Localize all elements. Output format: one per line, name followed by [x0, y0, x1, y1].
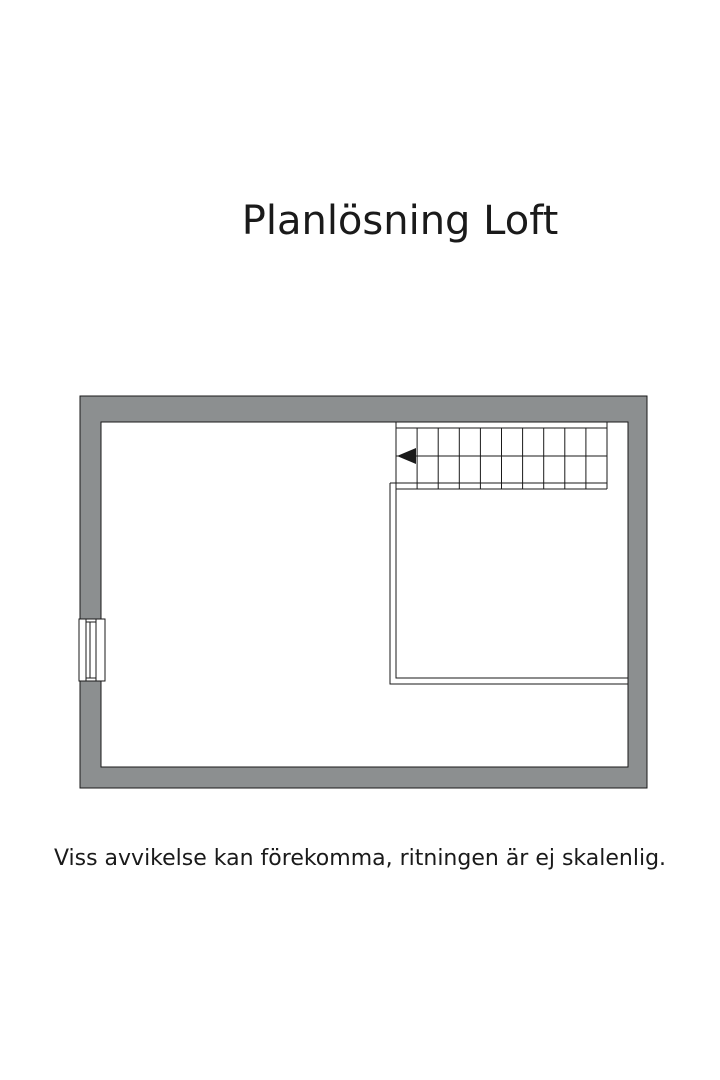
exterior-walls [80, 396, 647, 788]
disclaimer-text: Viss avvikelse kan förekomma, ritningen är ej skalenlig. [53, 846, 667, 871]
page-title: Planlösning Loft [241, 198, 559, 244]
window [79, 619, 105, 681]
stairwell-railing [390, 483, 628, 684]
stair-direction-arrow [397, 448, 440, 464]
